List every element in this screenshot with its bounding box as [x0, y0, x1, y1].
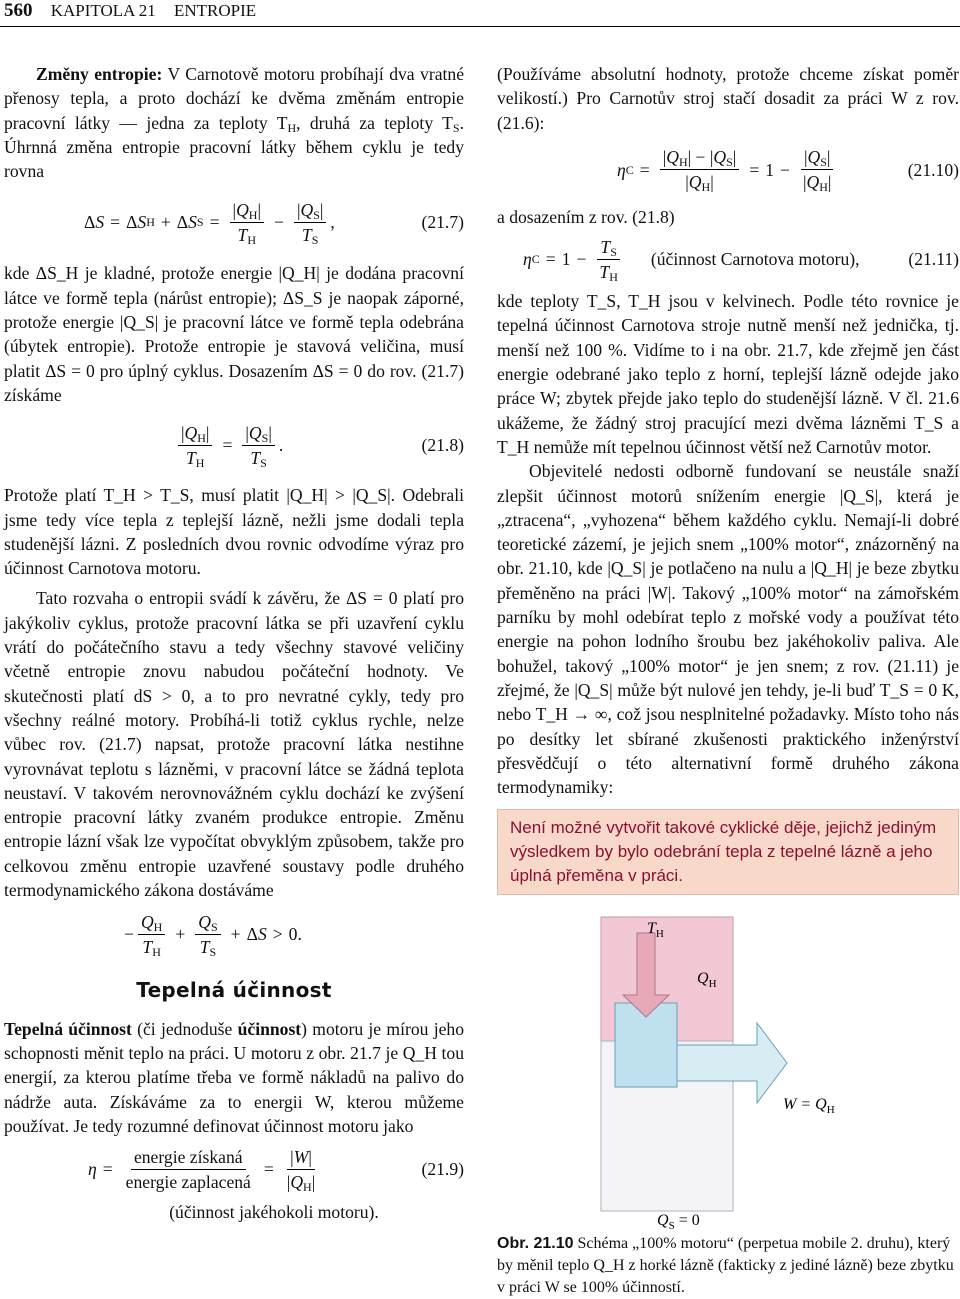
equation-number: (21.8) — [421, 435, 464, 456]
paragraph-substitution: a dosazením z rov. (21.8) — [497, 206, 675, 227]
equation-21-7: Δ S = Δ S H + Δ S S = $\frac{|Q_H|}{T_H}$ − $\frac{|Q_S|}{T_S}$ , (21.7) — [84, 199, 464, 247]
figure-caption — [497, 1233, 959, 1299]
caption-label: Obr. 21.10 — [497, 1235, 574, 1253]
text: . Úhrnná změna entropie pracovní látky během cyklu je tedy rovna — [4, 112, 464, 182]
paragraph-entropy-changes: Změny entropie: V Carnotově motoru probíhají dva vratné přenosy tepla, a proto dochází ke dvěma změnám entropie pracovní látky — jedna za teploty $T_H$, druhá za teploty $T_S$. Úhrnná změna entropie pracovní látky během cyklu je tedy rovna — [4, 64, 464, 182]
fig-label-qh: $Q_H$ — [697, 970, 717, 991]
second-law-statement: Není možné vytvořit takové cyklické děje, jejichž jediným výsledkem by bylo odebrání tepla z tepelné lázně a jeho úplná přeměna v práci. — [497, 809, 959, 895]
chapter-label: KAPITOLA 21 — [50, 1, 156, 20]
equation-21-10: η C = $\frac{|Q_H| - |Q_S|}{|Q_H|}$ = 1 − $\frac{|Q_S|}{|Q_H|}$ (21.10) — [617, 147, 959, 195]
fraction-denominator: energie zaplacená — [125, 1171, 251, 1192]
equation-number: (21.11) — [908, 249, 959, 270]
figure-21-10 — [497, 913, 959, 1233]
right-column — [497, 62, 959, 1299]
paragraph-perfect-engine: Objevitelé nedosti odborně fundovaní se neustále snaží zlepšit účinnost motorů snížením energie |Q_S|, která je „ztracena“, „vyhozena“ během každého cyklu. Nemají-li dobré teoretické zázemí, je jejich snem „100% motor“, znázorněný na obr. 21.10, kde |Q_S| je potlačeno na nulu a |Q_H| je beze zbytku přeměněno na práci |W|. Takový „100% motor“ na zámořském parníku by mohl odebírat teplo z mořské vody a používat této energie na pohon lodního šroubu bez jakéhokoliv paliva. Ale bohužel, takový „100% motor“ je jen snem; z rov. (21.11) je zřejmé, že |Q_S| může být nulové jen tehdy, je-li buď T_S = 0 K, nebo T_H → ∞, což jsou nesplnitelné požadavky. Místo toho nás po desítky let sbírané zkušenosti praktického inženýrství přesvědčují o této alternativní formě druhého zákona termodynamiky: — [497, 461, 959, 798]
equation-number: (21.7) — [421, 212, 464, 233]
equation-number: (21.10) — [907, 159, 959, 180]
equation-note: (účinnost Carnotova motoru), — [650, 249, 860, 270]
term: Tepelná účinnost — [4, 1018, 132, 1039]
left-column — [4, 62, 464, 1224]
fig-label-qs: $Q_S = 0$ — [657, 1212, 700, 1233]
caption-text: Schéma „100% motoru“ (perpetua mobile 2. druhu), který by měnil teplo Q_H z horké lázně (fakticky z jediné lázně) beze zbytku v práci W se 100% účinností. — [497, 1235, 954, 1297]
paragraph-kelvin: kde teploty T_S, T_H jsou v kelvinech. Podle této rovnice je tepelná účinnost Carnotova stroje nutně menší než jednička, tj. menší než 100 %. Vidíme to i na obr. 21.7, kde zřejmě jen část energie odebrané jako teplo z horní, teplejší lázně odejde jako práce W; zbytek přejde jako teplo do studenější lázně. V čl. 21.6 ukážeme, že žádný stroj pracující mezi dvěma lázněmi T_S a T_H nemůže mít tepelnou účinnost větší než Carnotův motor. — [497, 291, 959, 457]
text: ) motoru je mírou jeho schopnosti měnit teplo na práci. U motoru z obr. 21.7 je Q_H tou energií, za kterou platíme třeba ve formě nákladů na palivo do nádrže auta. Získáváme za to energii W, kterou můžeme používat. Je tedy rozumné definovat účinnost motoru jako — [4, 1018, 464, 1136]
term: účinnost — [237, 1018, 302, 1039]
equation-21-8: $\frac{|Q_H|}{T_H}$ = $\frac{|Q_S|}{T_S}$ . (21.8) — [4, 407, 464, 483]
fraction-numerator: energie získaná — [131, 1146, 246, 1170]
text: V Carnotově motoru probíhají dva vratné přenosy tepla, a proto dochází ke dvěma změnám entropie pracovní látky — jedna za teploty T — [4, 64, 464, 133]
fig-label-w: $W = Q_H$ — [783, 1096, 835, 1117]
header-rule — [0, 26, 960, 27]
lead-in: Změny entropie: — [36, 64, 163, 84]
text: (či jednoduše — [131, 1018, 238, 1039]
equation-21-9: η = $\frac{\text{energie získaná}}{\text{energie zaplacená}}$ = $\frac{|W|}{|Q_H|}$ (21.9) — [88, 1146, 464, 1194]
page-number: 560 — [4, 0, 33, 21]
paragraph-absolute-values: (Používáme absolutní hodnoty, protože chceme získat poměr velikostí.) Pro Carnotův stroj stačí dosadit za práci W z rov. (21.6): — [497, 64, 959, 133]
section-heading: Tepelná účinnost — [136, 978, 332, 1003]
chapter-title: ENTROPIE — [174, 1, 257, 20]
running-header — [4, 0, 256, 22]
paragraph-efficiency-definition — [4, 1017, 464, 1138]
text: , druhá za teploty T — [296, 112, 453, 133]
paragraph-conclusion: Protože platí T_H > T_S, musí platit |Q_H| > |Q_S|. Odebrali jsme tedy více tepla z teplejší lázně, nežli jsme dodali tepla studenější lázni. Z posledních dvou rovnic odvodíme výraz pro účinnost Carnotova motoru. — [4, 485, 464, 579]
equation-total-entropy: − $\frac{Q_H}{T_H}$ + $\frac{Q_S}{T_S}$ + Δ S > 0. — [124, 911, 302, 959]
fig-label-th: $T_H$ — [647, 920, 664, 941]
equation-21-11: η C = 1 − $\frac{T_S}{T_H}$ (účinnost Carnotova motoru), (21.11) — [523, 236, 959, 284]
paragraph-explanation: kde ΔS_H je kladné, protože energie |Q_H| je dodána pracovní látce ve formě tepla (nárůst entropie); ΔS_S je naopak záporné, protože energie |Q_S| je pracovní látce ve formě tepla odebrána (úbytek entropie). Protože entropie je stavová veličina, musí platit ΔS = 0 pro úplný cyklus. Dosazením ΔS = 0 do rov. (21.7) získáme — [4, 263, 464, 405]
perfect-engine-diagram — [497, 913, 959, 1233]
paragraph-entropy-balance: Tato rozvaha o entropii svádí k závěru, že ΔS = 0 platí pro jakýkoliv cyklus, protože pracovní látka se při uzavření cyklu vrátí do počátečního stavu a tedy všechny stavové veličiny včetně entropie znovu nabudou počáteční hodnoty. Ve skutečnosti platí dS > 0, a to pro nevratné cykly, tedy pro všechny reálné motory. Probíhá-li totiž cyklus rychle, nelze vůbec rov. (21.7) napsat, protože pracovní látka nestihne vyrovnávat teplotu s lázněmi, v pracovní látce se žádná teplota neustaví. V takovém nerovnovážném cyklu dochází ke zvýšení entropie pracovní látky zvaném produkce entropie. Změnu entropie lázní však lze vypočítat obvyklým způsobem, takže pro celkovou změnu entropie uzavřené soustavy podle druhého termodynamického zákona dostáváme — [4, 588, 464, 901]
equation-note: (účinnost jakéhokoli motoru). — [169, 1202, 379, 1223]
equation-number: (21.9) — [421, 1158, 464, 1179]
